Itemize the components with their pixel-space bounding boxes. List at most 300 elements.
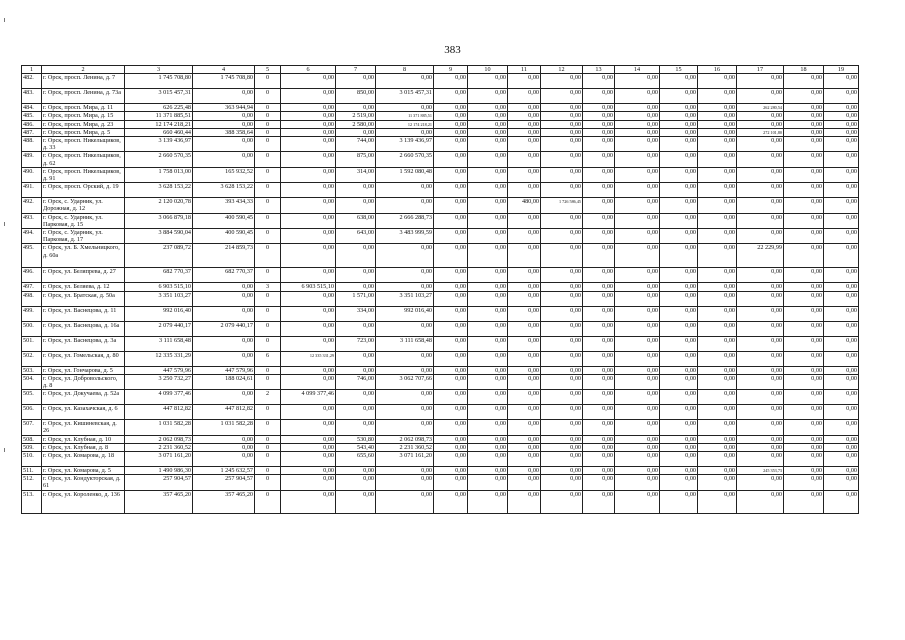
row-number-cell: 506. xyxy=(22,405,42,420)
budget-table xyxy=(21,65,859,514)
value-cell-10: 0,00 xyxy=(468,128,508,136)
value-cell-18: 0,00 xyxy=(784,374,824,389)
value-cell-10: 0,00 xyxy=(468,374,508,389)
value-cell-12: 0,00 xyxy=(541,452,583,467)
value-cell-17: 0,00 xyxy=(737,167,784,182)
count-cell: 0 xyxy=(255,112,281,120)
value-cell-7: 0,00 xyxy=(336,74,376,89)
value-cell-17: 22 229,99 xyxy=(737,244,784,268)
value-cell-14: 0,00 xyxy=(615,120,660,128)
value-cell-19: 0,00 xyxy=(824,306,859,321)
value-cell-17: 0,00 xyxy=(737,351,784,366)
value-cell-15: 0,00 xyxy=(660,213,698,228)
value-cell-6: 0,00 xyxy=(281,475,336,490)
value-cell-13: 0,00 xyxy=(583,366,615,374)
value-cell-12: 0,00 xyxy=(541,443,583,451)
value-cell-13: 0,00 xyxy=(583,390,615,405)
table-row xyxy=(22,351,859,366)
address-cell: г. Орск, с. Ударник, ул. Парковая, д. 15 xyxy=(42,213,125,228)
value-cell-8: 3 351 103,27 xyxy=(376,291,434,306)
address-cell: г. Орск, ул. Клубная, д. 8 xyxy=(42,443,125,451)
value-cell-7: 875,00 xyxy=(336,152,376,167)
value-cell-6: 0,00 xyxy=(281,244,336,268)
value-cell-7: 0,00 xyxy=(336,351,376,366)
value-cell-18: 0,00 xyxy=(784,104,824,112)
value-cell-13: 0,00 xyxy=(583,336,615,351)
value-cell-12: 0,00 xyxy=(541,475,583,490)
value-cell-15: 0,00 xyxy=(660,443,698,451)
value-cell-8: 0,00 xyxy=(376,268,434,283)
value-cell-18: 0,00 xyxy=(784,405,824,420)
value-cell-12: 0,00 xyxy=(541,336,583,351)
value-cell-12: 0,00 xyxy=(541,351,583,366)
value-cell-9: 0,00 xyxy=(434,321,468,336)
value-cell-3: 3 139 436,97 xyxy=(125,137,193,152)
value-cell-9: 0,00 xyxy=(434,306,468,321)
table-row xyxy=(22,321,859,336)
value-cell-18: 0,00 xyxy=(784,321,824,336)
value-cell-19: 0,00 xyxy=(824,405,859,420)
count-cell: 0 xyxy=(255,336,281,351)
value-cell-3: 2 079 440,17 xyxy=(125,321,193,336)
value-cell-19: 0,00 xyxy=(824,198,859,213)
value-cell-16: 0,00 xyxy=(698,467,737,475)
value-cell-17: 0,00 xyxy=(737,74,784,89)
count-cell: 0 xyxy=(255,306,281,321)
row-number-cell: 508. xyxy=(22,435,42,443)
value-cell-15: 0,00 xyxy=(660,128,698,136)
value-cell-10: 0,00 xyxy=(468,452,508,467)
value-cell-14: 0,00 xyxy=(615,374,660,389)
row-number-cell: 502. xyxy=(22,351,42,366)
value-cell-17: 262 280,54 xyxy=(737,104,784,112)
address-cell: г. Орск, с. Ударник, ул. Дорожная, д. 12 xyxy=(42,198,125,213)
count-cell: 6 xyxy=(255,351,281,366)
value-cell-3: 11 371 885,51 xyxy=(125,112,193,120)
row-number-cell: 495. xyxy=(22,244,42,268)
value-cell-9: 0,00 xyxy=(434,443,468,451)
value-cell-12: 0,00 xyxy=(541,291,583,306)
value-cell-15: 0,00 xyxy=(660,405,698,420)
value-cell-8: 0,00 xyxy=(376,321,434,336)
value-cell-16: 0,00 xyxy=(698,213,737,228)
value-cell-6: 0,00 xyxy=(281,152,336,167)
table-header xyxy=(22,66,859,74)
value-cell-4: 447 579,96 xyxy=(193,366,255,374)
value-cell-14: 0,00 xyxy=(615,112,660,120)
value-cell-12: 0,00 xyxy=(541,390,583,405)
value-cell-13: 0,00 xyxy=(583,244,615,268)
row-number-cell: 499. xyxy=(22,306,42,321)
value-cell-12: 0,00 xyxy=(541,137,583,152)
value-cell-9: 0,00 xyxy=(434,89,468,104)
count-cell: 2 xyxy=(255,390,281,405)
value-cell-12: 0,00 xyxy=(541,112,583,120)
value-cell-14: 0,00 xyxy=(615,89,660,104)
value-cell-16: 0,00 xyxy=(698,74,737,89)
value-cell-12: 0,00 xyxy=(541,306,583,321)
value-cell-14: 0,00 xyxy=(615,490,660,513)
count-cell: 0 xyxy=(255,89,281,104)
value-cell-14: 0,00 xyxy=(615,420,660,435)
margin-mark xyxy=(4,448,5,452)
value-cell-19: 0,00 xyxy=(824,229,859,244)
value-cell-11: 0,00 xyxy=(508,321,541,336)
value-cell-4: 2 079 440,17 xyxy=(193,321,255,336)
column-number-14: 14 xyxy=(615,66,660,74)
value-cell-17: 0,00 xyxy=(737,213,784,228)
column-numbers-row xyxy=(22,66,859,74)
column-number-5: 5 xyxy=(255,66,281,74)
address-cell: г. Орск, ул. Кондукторская, д. 61 xyxy=(42,475,125,490)
value-cell-8: 0,00 xyxy=(376,74,434,89)
count-cell: 0 xyxy=(255,198,281,213)
table-row xyxy=(22,268,859,283)
value-cell-19: 0,00 xyxy=(824,104,859,112)
value-cell-12: 1 726 586,45 xyxy=(541,198,583,213)
value-cell-9: 0,00 xyxy=(434,405,468,420)
value-cell-15: 0,00 xyxy=(660,291,698,306)
value-cell-3: 257 904,57 xyxy=(125,475,193,490)
row-number-cell: 490. xyxy=(22,167,42,182)
address-cell: г. Орск, ул. Васнецова, д. 16а xyxy=(42,321,125,336)
row-number-cell: 498. xyxy=(22,291,42,306)
value-cell-10: 0,00 xyxy=(468,112,508,120)
value-cell-8: 0,00 xyxy=(376,390,434,405)
table-row xyxy=(22,283,859,291)
value-cell-11: 0,00 xyxy=(508,306,541,321)
value-cell-11: 0,00 xyxy=(508,167,541,182)
value-cell-12: 0,00 xyxy=(541,321,583,336)
value-cell-11: 0,00 xyxy=(508,89,541,104)
row-number-cell: 510. xyxy=(22,452,42,467)
table-row xyxy=(22,244,859,268)
value-cell-15: 0,00 xyxy=(660,366,698,374)
value-cell-8: 2 231 360,52 xyxy=(376,443,434,451)
value-cell-7: 850,00 xyxy=(336,89,376,104)
value-cell-14: 0,00 xyxy=(615,306,660,321)
value-cell-18: 0,00 xyxy=(784,336,824,351)
value-cell-4: 447 812,82 xyxy=(193,405,255,420)
value-cell-6: 0,00 xyxy=(281,198,336,213)
value-cell-3: 660 460,44 xyxy=(125,128,193,136)
row-number-cell: 505. xyxy=(22,390,42,405)
value-cell-8: 0,00 xyxy=(376,420,434,435)
value-cell-8: 1 592 080,48 xyxy=(376,167,434,182)
table-body xyxy=(22,74,859,513)
value-cell-18: 0,00 xyxy=(784,475,824,490)
count-cell: 0 xyxy=(255,420,281,435)
value-cell-15: 0,00 xyxy=(660,283,698,291)
value-cell-13: 0,00 xyxy=(583,306,615,321)
value-cell-15: 0,00 xyxy=(660,112,698,120)
value-cell-19: 0,00 xyxy=(824,351,859,366)
table-row xyxy=(22,183,859,198)
value-cell-15: 0,00 xyxy=(660,351,698,366)
value-cell-15: 0,00 xyxy=(660,452,698,467)
value-cell-18: 0,00 xyxy=(784,120,824,128)
value-cell-10: 0,00 xyxy=(468,74,508,89)
address-cell: г. Орск, просп. Никельщиков, д. 91 xyxy=(42,167,125,182)
value-cell-8: 11 371 885,51 xyxy=(376,112,434,120)
address-cell: г. Орск, ул. Докучаева, д. 52а xyxy=(42,390,125,405)
value-cell-9: 0,00 xyxy=(434,112,468,120)
value-cell-3: 2 120 020,78 xyxy=(125,198,193,213)
value-cell-11: 0,00 xyxy=(508,229,541,244)
value-cell-17: 0,00 xyxy=(737,435,784,443)
value-cell-16: 0,00 xyxy=(698,229,737,244)
value-cell-4: 388 358,64 xyxy=(193,128,255,136)
value-cell-18: 0,00 xyxy=(784,112,824,120)
count-cell: 0 xyxy=(255,435,281,443)
value-cell-14: 0,00 xyxy=(615,183,660,198)
value-cell-13: 0,00 xyxy=(583,291,615,306)
value-cell-10: 0,00 xyxy=(468,435,508,443)
value-cell-7: 0,00 xyxy=(336,405,376,420)
value-cell-15: 0,00 xyxy=(660,74,698,89)
value-cell-7: 655,60 xyxy=(336,452,376,467)
table-row xyxy=(22,112,859,120)
address-cell: г. Орск, ул. Добровольского, д. 8 xyxy=(42,374,125,389)
value-cell-18: 0,00 xyxy=(784,167,824,182)
value-cell-10: 0,00 xyxy=(468,306,508,321)
value-cell-19: 0,00 xyxy=(824,452,859,467)
count-cell: 3 xyxy=(255,283,281,291)
value-cell-10: 0,00 xyxy=(468,198,508,213)
value-cell-18: 0,00 xyxy=(784,137,824,152)
value-cell-14: 0,00 xyxy=(615,268,660,283)
table-row xyxy=(22,120,859,128)
count-cell: 0 xyxy=(255,104,281,112)
row-number-cell: 492. xyxy=(22,198,42,213)
value-cell-16: 0,00 xyxy=(698,104,737,112)
column-number-1: 1 xyxy=(22,66,42,74)
column-number-16: 16 xyxy=(698,66,737,74)
value-cell-10: 0,00 xyxy=(468,167,508,182)
value-cell-11: 0,00 xyxy=(508,420,541,435)
value-cell-14: 0,00 xyxy=(615,137,660,152)
value-cell-8: 0,00 xyxy=(376,104,434,112)
row-number-cell: 487. xyxy=(22,128,42,136)
table-row xyxy=(22,229,859,244)
value-cell-12: 0,00 xyxy=(541,229,583,244)
value-cell-11: 0,00 xyxy=(508,104,541,112)
value-cell-8: 3 111 658,48 xyxy=(376,336,434,351)
value-cell-17: 0,00 xyxy=(737,374,784,389)
value-cell-17: 0,00 xyxy=(737,183,784,198)
value-cell-9: 0,00 xyxy=(434,74,468,89)
value-cell-11: 0,00 xyxy=(508,137,541,152)
value-cell-17: 0,00 xyxy=(737,268,784,283)
value-cell-19: 0,00 xyxy=(824,420,859,435)
address-cell: г. Орск, ул. Гомельская, д. 80 xyxy=(42,351,125,366)
value-cell-8: 0,00 xyxy=(376,128,434,136)
column-number-3: 3 xyxy=(125,66,193,74)
address-cell: г. Орск, ул. Кишиневская, д. 26 xyxy=(42,420,125,435)
value-cell-19: 0,00 xyxy=(824,435,859,443)
value-cell-16: 0,00 xyxy=(698,137,737,152)
table-row xyxy=(22,443,859,451)
value-cell-16: 0,00 xyxy=(698,443,737,451)
row-number-cell: 488. xyxy=(22,137,42,152)
value-cell-11: 480,00 xyxy=(508,198,541,213)
column-number-9: 9 xyxy=(434,66,468,74)
row-number-cell: 494. xyxy=(22,229,42,244)
value-cell-12: 0,00 xyxy=(541,405,583,420)
value-cell-13: 0,00 xyxy=(583,229,615,244)
value-cell-7: 0,00 xyxy=(336,321,376,336)
count-cell: 0 xyxy=(255,213,281,228)
value-cell-10: 0,00 xyxy=(468,244,508,268)
value-cell-12: 0,00 xyxy=(541,167,583,182)
value-cell-3: 626 225,48 xyxy=(125,104,193,112)
table-row xyxy=(22,475,859,490)
value-cell-17: 0,00 xyxy=(737,120,784,128)
value-cell-13: 0,00 xyxy=(583,283,615,291)
value-cell-15: 0,00 xyxy=(660,435,698,443)
value-cell-14: 0,00 xyxy=(615,104,660,112)
value-cell-11: 0,00 xyxy=(508,374,541,389)
value-cell-18: 0,00 xyxy=(784,452,824,467)
value-cell-16: 0,00 xyxy=(698,152,737,167)
value-cell-6: 0,00 xyxy=(281,213,336,228)
count-cell: 0 xyxy=(255,268,281,283)
value-cell-4: 1 245 632,57 xyxy=(193,467,255,475)
value-cell-15: 0,00 xyxy=(660,475,698,490)
value-cell-13: 0,00 xyxy=(583,120,615,128)
value-cell-9: 0,00 xyxy=(434,435,468,443)
count-cell: 0 xyxy=(255,229,281,244)
value-cell-17: 0,00 xyxy=(737,152,784,167)
value-cell-9: 0,00 xyxy=(434,283,468,291)
value-cell-4: 0,00 xyxy=(193,152,255,167)
value-cell-6: 0,00 xyxy=(281,120,336,128)
value-cell-12: 0,00 xyxy=(541,420,583,435)
value-cell-9: 0,00 xyxy=(434,268,468,283)
value-cell-6: 0,00 xyxy=(281,74,336,89)
value-cell-17: 0,00 xyxy=(737,336,784,351)
value-cell-19: 0,00 xyxy=(824,366,859,374)
value-cell-19: 0,00 xyxy=(824,74,859,89)
value-cell-15: 0,00 xyxy=(660,336,698,351)
value-cell-18: 0,00 xyxy=(784,467,824,475)
value-cell-19: 0,00 xyxy=(824,475,859,490)
value-cell-10: 0,00 xyxy=(468,152,508,167)
value-cell-10: 0,00 xyxy=(468,183,508,198)
value-cell-7: 2 519,00 xyxy=(336,112,376,120)
value-cell-11: 0,00 xyxy=(508,112,541,120)
value-cell-8: 992 016,40 xyxy=(376,306,434,321)
row-number-cell: 513. xyxy=(22,490,42,513)
column-number-2: 2 xyxy=(42,66,125,74)
address-cell: г. Орск, ул. Васнецова, д. 11 xyxy=(42,306,125,321)
value-cell-17: 0,00 xyxy=(737,452,784,467)
value-cell-6: 0,00 xyxy=(281,89,336,104)
table-row xyxy=(22,435,859,443)
value-cell-14: 0,00 xyxy=(615,351,660,366)
value-cell-6: 0,00 xyxy=(281,366,336,374)
value-cell-6: 0,00 xyxy=(281,452,336,467)
address-cell: г. Орск, ул. Братская, д. 50а xyxy=(42,291,125,306)
value-cell-6: 0,00 xyxy=(281,443,336,451)
value-cell-13: 0,00 xyxy=(583,351,615,366)
count-cell: 0 xyxy=(255,475,281,490)
value-cell-16: 0,00 xyxy=(698,435,737,443)
value-cell-3: 1 745 708,80 xyxy=(125,74,193,89)
value-cell-4: 3 628 153,22 xyxy=(193,183,255,198)
value-cell-9: 0,00 xyxy=(434,213,468,228)
value-cell-8: 0,00 xyxy=(376,183,434,198)
value-cell-11: 0,00 xyxy=(508,475,541,490)
value-cell-14: 0,00 xyxy=(615,435,660,443)
address-cell: г. Орск, просп. Никельщиков, д. 33 xyxy=(42,137,125,152)
table-row xyxy=(22,152,859,167)
value-cell-3: 3 628 153,22 xyxy=(125,183,193,198)
row-number-cell: 500. xyxy=(22,321,42,336)
value-cell-15: 0,00 xyxy=(660,104,698,112)
value-cell-13: 0,00 xyxy=(583,89,615,104)
row-number-cell: 501. xyxy=(22,336,42,351)
table-row xyxy=(22,390,859,405)
value-cell-10: 0,00 xyxy=(468,351,508,366)
value-cell-7: 314,00 xyxy=(336,167,376,182)
margin-mark xyxy=(4,18,5,22)
value-cell-13: 0,00 xyxy=(583,213,615,228)
address-cell: г. Орск, просп. Ленина, д. 7 xyxy=(42,74,125,89)
value-cell-14: 0,00 xyxy=(615,321,660,336)
value-cell-9: 0,00 xyxy=(434,467,468,475)
value-cell-14: 0,00 xyxy=(615,452,660,467)
value-cell-3: 12 335 331,29 xyxy=(125,351,193,366)
value-cell-18: 0,00 xyxy=(784,229,824,244)
value-cell-12: 0,00 xyxy=(541,244,583,268)
table-row xyxy=(22,306,859,321)
row-number-cell: 485. xyxy=(22,112,42,120)
table-row xyxy=(22,366,859,374)
value-cell-14: 0,00 xyxy=(615,443,660,451)
value-cell-11: 0,00 xyxy=(508,268,541,283)
value-cell-19: 0,00 xyxy=(824,283,859,291)
value-cell-9: 0,00 xyxy=(434,198,468,213)
row-number-cell: 507. xyxy=(22,420,42,435)
row-number-cell: 496. xyxy=(22,268,42,283)
count-cell: 0 xyxy=(255,374,281,389)
value-cell-18: 0,00 xyxy=(784,74,824,89)
value-cell-13: 0,00 xyxy=(583,420,615,435)
value-cell-4: 0,00 xyxy=(193,112,255,120)
value-cell-7: 0,00 xyxy=(336,490,376,513)
value-cell-16: 0,00 xyxy=(698,268,737,283)
value-cell-14: 0,00 xyxy=(615,405,660,420)
value-cell-13: 0,00 xyxy=(583,104,615,112)
value-cell-8: 0,00 xyxy=(376,490,434,513)
column-number-11: 11 xyxy=(508,66,541,74)
value-cell-8: 3 483 999,59 xyxy=(376,229,434,244)
address-cell: г. Орск, ул. Казахачская, д. 6 xyxy=(42,405,125,420)
value-cell-7: 0,00 xyxy=(336,283,376,291)
address-cell: г. Орск, просп. Орский, д. 19 xyxy=(42,183,125,198)
value-cell-12: 0,00 xyxy=(541,128,583,136)
value-cell-18: 0,00 xyxy=(784,213,824,228)
value-cell-16: 0,00 xyxy=(698,283,737,291)
value-cell-12: 0,00 xyxy=(541,435,583,443)
value-cell-19: 0,00 xyxy=(824,213,859,228)
count-cell: 0 xyxy=(255,291,281,306)
value-cell-19: 0,00 xyxy=(824,490,859,513)
value-cell-7: 0,00 xyxy=(336,183,376,198)
value-cell-17: 0,00 xyxy=(737,89,784,104)
value-cell-7: 0,00 xyxy=(336,244,376,268)
